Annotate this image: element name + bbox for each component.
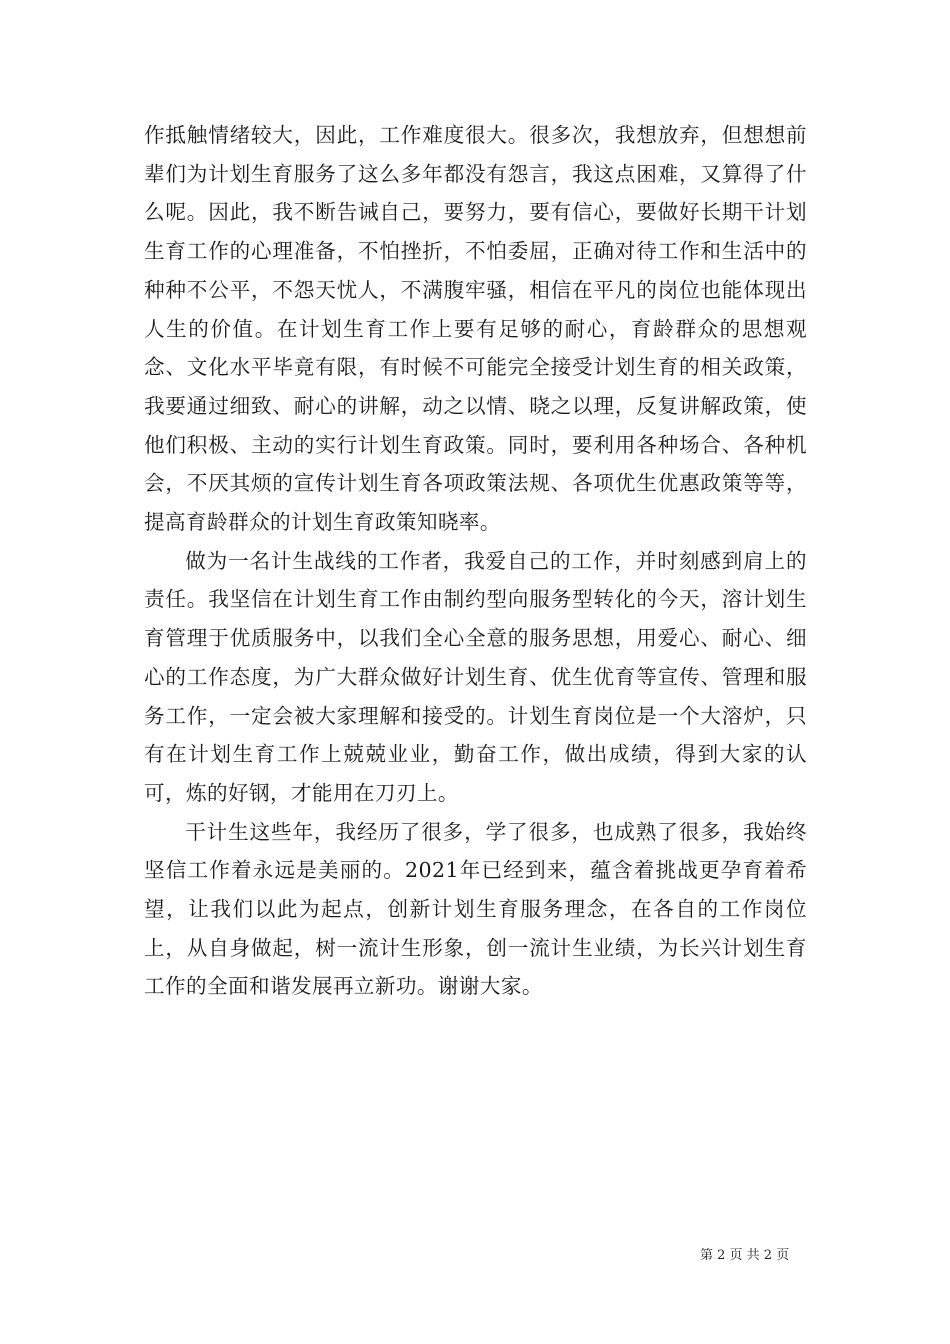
paragraph-continuation: 作抵触情绪较大，因此，工作难度很大。很多次，我想放弃，但想想前辈们为计划生育服务了这么多年都没有怨言，我这点困难，又算得了什么呢。因此，我不断告诫自己，要努力，要有信心，要做好长期干计划生育工作的心理准备，不怕挫折，不怕委屈，正确对待工作和生活中的种种不公平，不怨天忧人，不满腹牢骚，相信在平凡的岗位也能体现出人生的价值。在计划生育工作上要有足够的耐心，育龄群众的思想观念、文化水平毕竟有限，有时候不可能完全接受计划生育的相关政策，我要通过细致、耐心的讲解，动之以情、晓之以理，反复讲解政策，使他们积极、主动的实行计划生育政策。同时，要利用各种场合、各种机会，不厌其烦的宣传计划生育各项政策法规、各项优生优惠政策等等，提高育龄群众的计划生育政策知晓率。 xyxy=(144,123,807,535)
document-body xyxy=(144,116,807,1006)
page-number-footer: 第 2 页 共 2 页 xyxy=(700,1248,790,1263)
paragraph-responsibility: 做为一名计生战线的工作者，我爱自己的工作，并时刻感到肩上的责任。我坚信在计划生育工作由制约型向服务型转化的今天，溶计划生育管理于优质服务中，以我们全心全意的服务思想，用爱心、耐心、细心的工作态度，为广大群众做好计划生育、优生优育等宣传、管理和服务工作，一定会被大家理解和接受的。计划生育岗位是一个大溶炉，只有在计划生育工作上兢兢业业，勤奋工作，做出成绩，得到大家的认可，炼的好钢，才能用在刀刃上。 xyxy=(144,548,807,805)
paragraph-closing: 干计生这些年，我经历了很多，学了很多，也成熟了很多，我始终坚信工作着永远是美丽的。2021年已经到来，蕴含着挑战更孕育着希望，让我们以此为起点，创新计划生育服务理念，在各自的工作岗位上，从自身做起，树一流计生形象，创一流计生业绩，为长兴计划生育工作的全面和谐发展再立新功。谢谢大家。 xyxy=(144,819,807,999)
